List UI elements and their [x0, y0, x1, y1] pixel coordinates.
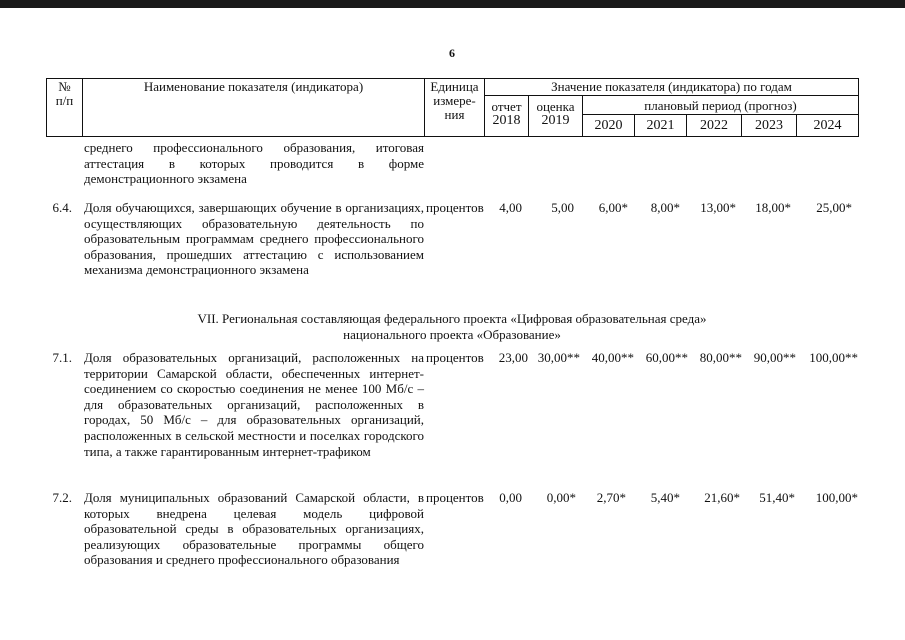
row-number: 7.2. [52, 490, 72, 505]
section-heading [46, 311, 858, 347]
row-name: Доля обучающихся, завершающих обучение в организациях, осуществляющих образовательную деятельность по образовательным программам среднего профессионального образования, прошедших аттестацию с использованием механизма демонстрационного экзамена [84, 200, 424, 278]
scan-top-border [0, 0, 905, 8]
section-heading-line: VII. Региональная составляющая федерального проекта «Цифровая образовательная среда» [197, 311, 707, 326]
value-2021: 5,40* [650, 490, 680, 505]
header-name-col: Наименование показателя (индикатора) [83, 79, 425, 137]
value-2020: 6,00* [598, 200, 628, 215]
row-unit: процентов [426, 350, 484, 365]
table-row [46, 490, 858, 585]
header-plan-title: плановый период (прогноз) [583, 96, 859, 115]
row-unit: процентов [426, 200, 484, 215]
row-name: Доля муниципальных образований Самарской области, в которых внедрена целевая модель цифровой образовательной среды в образовательных организациях, реализующих образовательные программы общего образования и среднего профессионального образования [84, 490, 424, 568]
value-2022: 21,60* [704, 490, 740, 505]
header-num-col [47, 79, 83, 137]
value-2023: 18,00* [755, 200, 791, 215]
page-number: 6 [449, 46, 455, 60]
value-2019: 5,00 [551, 200, 574, 215]
header-report-col [485, 96, 529, 137]
value-2022: 80,00** [699, 350, 742, 365]
row-unit: процентов [426, 490, 484, 505]
header-estimate-line: оценка [536, 99, 575, 114]
header-estimate-line: 2019 [541, 113, 570, 128]
value-2018: 0,00 [499, 490, 522, 505]
table-header [46, 78, 859, 137]
value-2019: 30,00** [537, 350, 580, 365]
header-year: 2024 [797, 115, 859, 137]
header-unit-line: Единица [430, 79, 479, 94]
header-values-title: Значение показателя (индикатора) по годам [485, 79, 859, 96]
continuation-text: среднего профессионального образования, итоговая аттестация в которых проводится в форме демонстрационного экзамена [84, 140, 424, 187]
header-year: 2021 [635, 115, 687, 137]
value-2022: 13,00* [700, 200, 736, 215]
value-2018: 4,00 [499, 200, 522, 215]
value-2023: 90,00** [753, 350, 796, 365]
value-2024: 100,00* [815, 490, 858, 505]
section-heading-line: национального проекта «Образование» [343, 327, 561, 342]
header-num-line: п/п [55, 93, 74, 108]
row-number: 7.1. [52, 350, 72, 365]
table-row [46, 200, 858, 307]
header-year: 2020 [583, 115, 635, 137]
value-2021: 60,00** [645, 350, 688, 365]
document-page [46, 78, 858, 585]
row-name: Доля образовательных организаций, расположенных на территории Самарской области, обеспеченных интернет-соединением со скоростью соединения не менее 100 Мб/с – для образовательных организаций, расположенных в городах, 50 Мб/с – для образовательных организаций, расположенных в сельской местности и поселках городского типа, а также гарантированным интернет-трафиком [84, 350, 424, 459]
header-unit-line: ния [444, 107, 465, 122]
table-row [46, 350, 858, 478]
header-year: 2022 [687, 115, 742, 137]
value-2020: 2,70* [596, 490, 626, 505]
value-2019: 0,00* [546, 490, 576, 505]
row-number: 6.4. [52, 200, 72, 215]
value-2023: 51,40* [759, 490, 795, 505]
value-2021: 8,00* [650, 200, 680, 215]
value-2018: 23,00 [498, 350, 528, 365]
value-2020: 40,00** [591, 350, 634, 365]
header-report-line: 2018 [492, 113, 521, 128]
header-num-line: № [58, 79, 71, 94]
header-unit-col [425, 79, 485, 137]
value-2024: 100,00** [809, 350, 858, 365]
continuation-row [46, 140, 858, 192]
header-unit-line: измере- [433, 93, 476, 108]
value-2024: 25,00* [816, 200, 852, 215]
header-report-line: отчет [491, 99, 522, 114]
header-estimate-col [529, 96, 583, 137]
header-year: 2023 [742, 115, 797, 137]
